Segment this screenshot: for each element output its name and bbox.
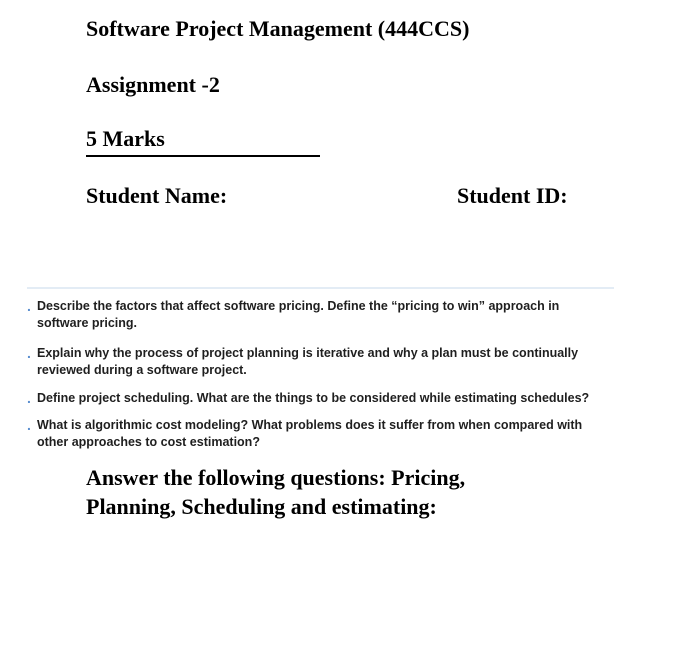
- question-text: Define project scheduling. What are the things to be considered while estimating schedules?: [37, 391, 590, 405]
- student-name-label: Student Name:: [86, 183, 228, 208]
- bullet-icon: .: [27, 298, 31, 314]
- question-text: Explain why the process of project planning is iterative and why a plan must be continually reviewed during a software project.: [37, 346, 579, 377]
- instructions-heading: Answer the following questions: Pricing, Planning, Scheduling and estimating:: [86, 465, 466, 519]
- assignment-label: Assignment -2: [86, 72, 220, 97]
- question-text: Describe the factors that affect software pricing. Define the “pricing to win” approach in software pricing.: [37, 299, 560, 330]
- marks-underline: [86, 155, 320, 157]
- bullet-icon: .: [27, 390, 31, 406]
- marks-label: 5 Marks: [86, 126, 165, 151]
- page-title: Software Project Management (444CCS): [86, 16, 470, 41]
- question-text: What is algorithmic cost modeling? What problems does it suffer from when compared with other approaches to cost estimation?: [37, 418, 583, 449]
- section-divider: [27, 287, 614, 289]
- bullet-icon: .: [27, 345, 31, 361]
- student-id-label: Student ID:: [457, 183, 568, 208]
- bullet-icon: .: [27, 417, 31, 433]
